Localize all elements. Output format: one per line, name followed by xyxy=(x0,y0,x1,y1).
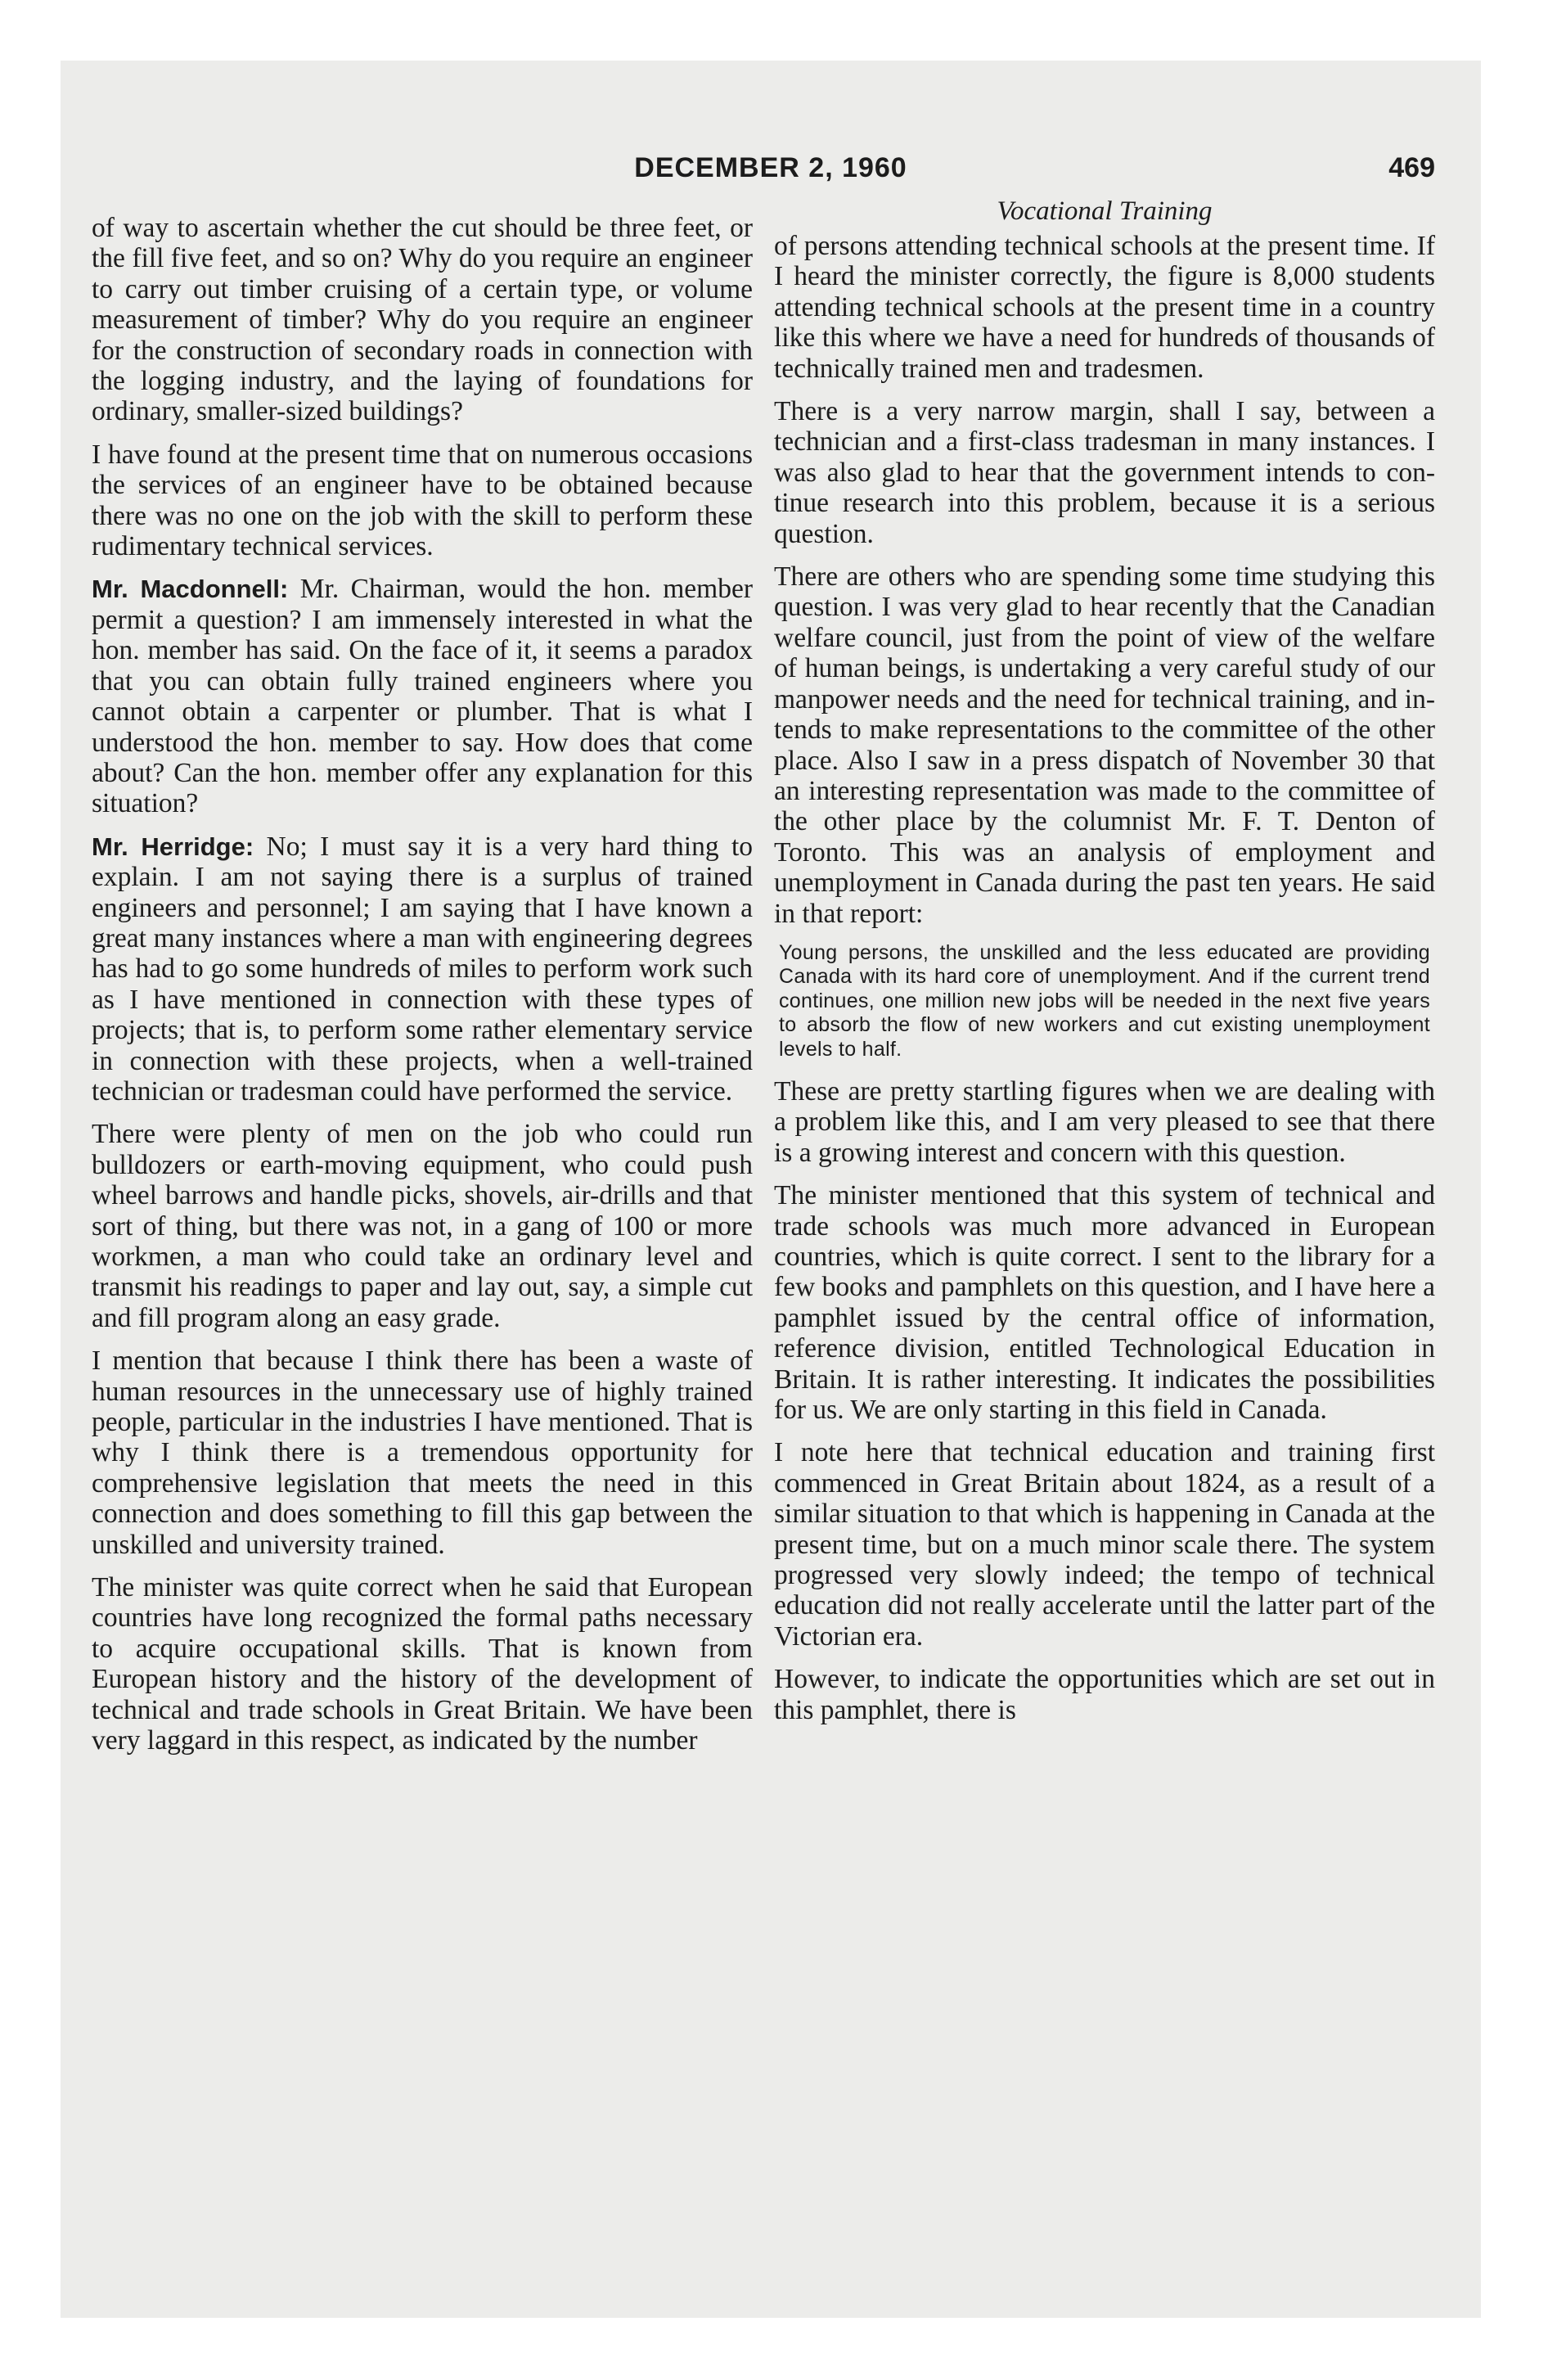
paragraph: I note here that technical education and training first commenced in Great Britain about 1824, as a result of a similar situation to that which is happening in Canada at the present time, but on a much minor scale there. The system progressed very slowly indeed; the tempo of technical education did not really accelerate until the latter part of the Victorian era. xyxy=(774,1437,1435,1652)
page xyxy=(61,61,1481,2318)
paragraph: There is a very narrow margin, shall I say, between a technician and a first-class tradesman in many instances. I was also glad to hear that the government intends to continue research into this problem, because it is a serious question. xyxy=(774,396,1435,549)
paragraph: of persons attending technical schools at the present time. If I heard the minister correctly, the figure is 8,000 students attending technical schools at the present time in a country like this where we have a need for hundreds of thousands of technically trained men and tradesmen. xyxy=(774,231,1435,384)
paragraph: There are others who are spending some time studying this question. I was very glad to hear recently that the Canadian welfare council, just from the point of view of the welfare of human beings, is undertaking a very careful study of our manpower needs and the need for technical training, and intends to make representations to the committee of the other place. Also I saw in a press dispatch of November 30 that an interesting representation was made to the committee of the other place by the columnist Mr. F. T. Denton of Toronto. This was an analysis of employment and unemployment in Canada during the past ten years. He said in that report: xyxy=(774,561,1435,929)
paragraph: However, to indicate the opportunities which are set out in this pamphlet, there is xyxy=(774,1664,1435,1725)
page-number: 469 xyxy=(1388,152,1435,183)
paragraph: The minister was quite correct when he said that European countries have long recognized the formal paths necessary to acquire occupational skills. That is known from European history and the history of the development of technical and trade schools in Great Britain. We have been very laggard in this respect, as indicated by the number xyxy=(92,1572,753,1756)
left-column xyxy=(92,213,753,1769)
speech-text: No; I must say it is a very hard thing to explain. I am not saying there is a surplus of trained engineers and personnel; I am saying that I have known a great many instances where a man with engineering degrees has had to go some hundreds of miles to perform work such as I have mentioned in connection with these types of projects; that is, to perform some rather elementary service in connection with these projects, when a well-trained technician or tradesman could have performed the service. xyxy=(92,831,754,1107)
paragraph: The minister mentioned that this system of technical and trade schools was much more advanced in European countries, which is quite correct. I sent to the library for a few books and pamphlets on this question, and I have here a pamphlet issued by the central office of information, reference division, entitled Technological Education in Britain. It is rather interesting. It indicates the possibilities for us. We are only starting in this field in Canada. xyxy=(774,1180,1435,1426)
paragraph: These are pretty startling figures when we are dealing with a problem like this, and I am very pleased to see that there is a growing interest and concern with this question. xyxy=(774,1075,1435,1168)
paragraph: of way to ascertain whether the cut should be three feet, or the fill five feet, and so on? Why do you require an engineer to carry out timber cruising of a certain type, or volume measurement of timber? Why do you require an engineer for the construction of secondary roads in connection with the logging industry, and the laying of foundations for ordinary, smaller-sized buildings? xyxy=(92,213,753,427)
speech-text: Mr. Chairman, would the hon. member permit a question? I am immensely interested in what the hon. member has said. On the face of it, it seems a paradox that you can obtain fully trained engineers where you cannot obtain a carpenter or plumber. That is what I understood the hon. member to say. How does that come about? Can the hon. member offer any explanation for this situation? xyxy=(92,574,753,819)
right-column xyxy=(774,195,1435,1738)
speaker-name: Mr. Macdonnell: xyxy=(92,575,289,604)
page-header xyxy=(61,152,1481,193)
paragraph: I have found at the present time that on numerous occasions the services of an engineer have to be obtained because there was no one on the job with the skill to perform these rudimentary technical services. xyxy=(92,439,753,562)
paragraph: I mention that because I think there has been a waste of human resources in the unnecessary use of highly trained people, particular in the industries I have mentioned. That is why I think there is a tremendous opportunity for comprehensive legislation that meets the need in this connection and does something to fill this gap between the unskilled and university trained. xyxy=(92,1346,753,1560)
block-quote: Young persons, the unskilled and the less educated are providing Canada with its hard core of unemployment. And if the current trend continues, one million new jobs will be needed in the next five years to absorb the flow of new workers and cut existing unemployment levels to half. xyxy=(779,940,1430,1061)
header-date: DECEMBER 2, 1960 xyxy=(634,152,907,183)
paragraph xyxy=(92,574,753,818)
paragraph: There were plenty of men on the job who could run bulldozers or earth-moving equipment, who could push wheel barrows and handle picks, shovels, air-drills and that sort of thing, but there was not, in a gang of 100 or more workmen, a man who could take an ordinary level and transmit his readings to paper and lay out, say, a simple cut and fill program along an easy grade. xyxy=(92,1119,753,1333)
subject-heading: Vocational Training xyxy=(997,196,1213,226)
speaker-name: Mr. Herridge: xyxy=(92,832,254,861)
paragraph xyxy=(92,832,753,1107)
